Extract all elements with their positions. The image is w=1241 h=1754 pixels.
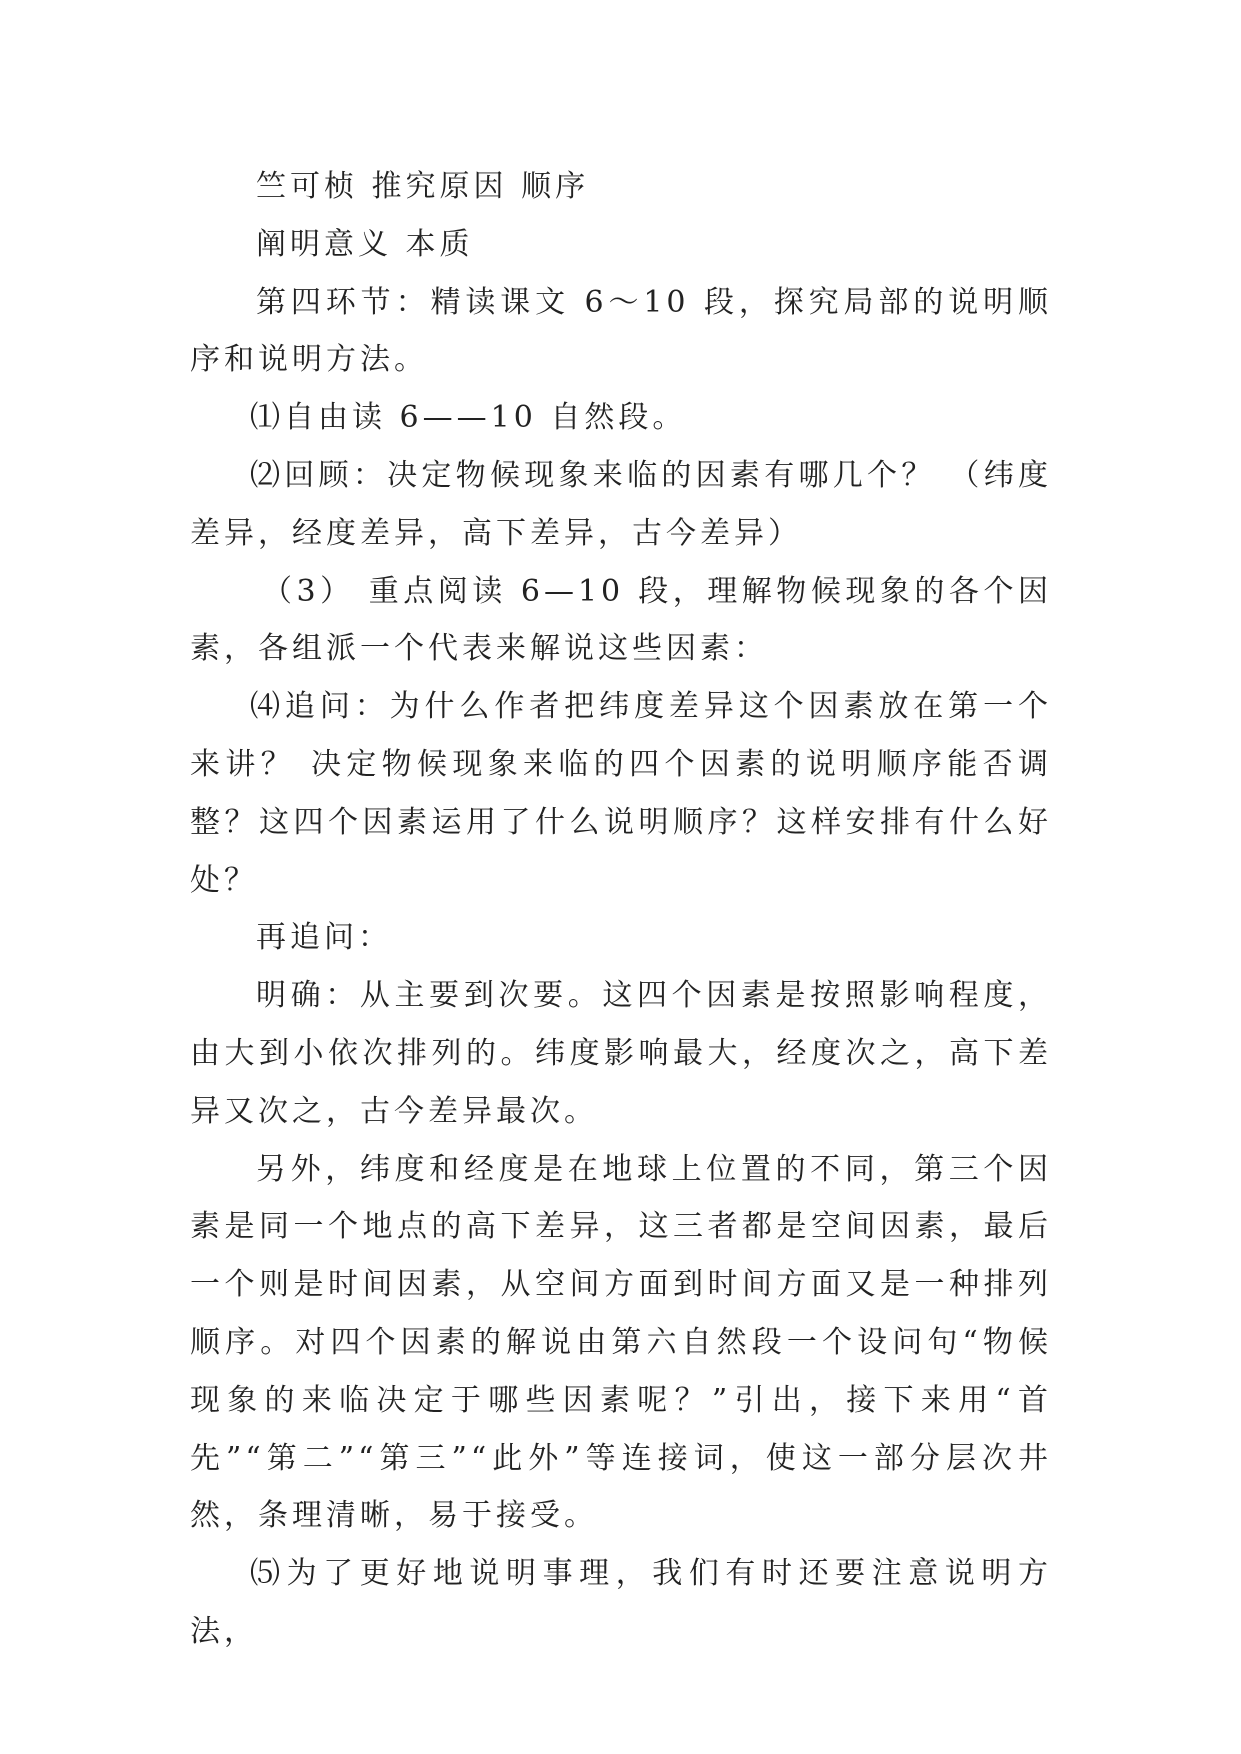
- paragraph-meaning-line: 阐明意义 本质: [256, 226, 474, 262]
- paragraph-item-2: ⑵回顾：决定物候现象来临的因素有哪几个？ （纬度差异，经度差异，高下差异，古今差异）: [190, 457, 1052, 551]
- paragraph-item-3: （3） 重点阅读 6—10 段，理解物候现象的各个因素，各组派一个代表来解说这些因素：: [190, 573, 1052, 667]
- paragraph-item-4: ⑷追问：为什么作者把纬度差异这个因素放在第一个来讲？ 决定物候现象来临的四个因素的说明顺序能否调整？这四个因素运用了什么说明顺序？这样安排有什么好处？: [190, 689, 1052, 898]
- document-body: [190, 158, 1052, 1661]
- paragraph-additional: 另外，纬度和经度是在地球上位置的不同，第三个因素是同一个地点的高下差异，这三者都是空间因素，最后一个则是时间因素，从空间方面到时间方面又是一种排列顺序。对四个因素的解说由第六自然段一个设问句“物候现象的来临决定于哪些因素呢？”引出，接下来用“首先”“第二”“第三”“此外”等连接词，使这一部分层次井然，条理清晰，易于接受。: [190, 1151, 1052, 1534]
- paragraph-clarify: 明确：从主要到次要。这四个因素是按照影响程度，由大到小依次排列的。纬度影响最大，经度次之，高下差异又次之，古今差异最次。: [190, 978, 1052, 1129]
- paragraph-step-four: 第四环节：精读课文 6～10 段，探究局部的说明顺序和说明方法。: [190, 284, 1052, 378]
- paragraph-author-line: 竺可桢 推究原因 顺序: [256, 169, 590, 204]
- paragraph-item-5: ⑸为了更好地说明事理，我们有时还要注意说明方法，: [190, 1556, 1052, 1649]
- paragraph-follow-up: 再追问：: [256, 920, 392, 956]
- paragraph-item-1: ⑴自由读 6——10 自然段。: [250, 400, 687, 436]
